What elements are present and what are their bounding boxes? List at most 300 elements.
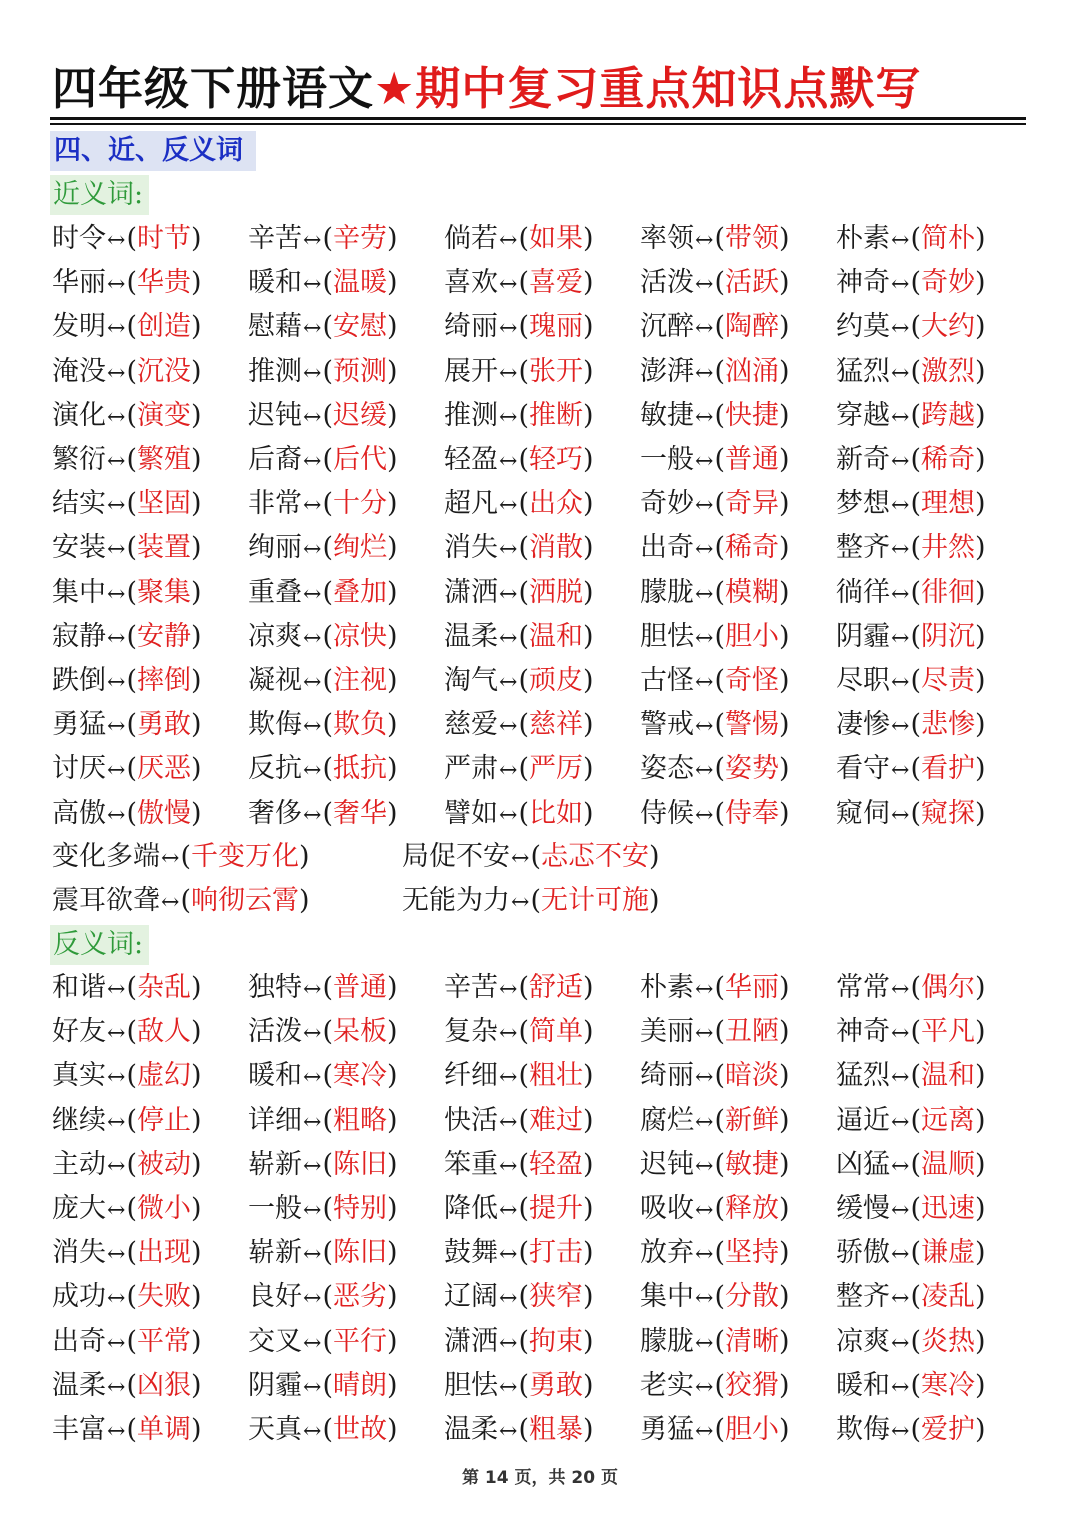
open-paren: ( bbox=[322, 355, 333, 387]
close-paren: ) bbox=[190, 1325, 202, 1357]
answer-word: 辛劳 bbox=[332, 223, 387, 255]
open-paren: ( bbox=[518, 355, 529, 387]
open-paren: ( bbox=[518, 1237, 529, 1269]
double-arrow-icon: ↔ bbox=[499, 449, 518, 475]
word: 讨厌 bbox=[52, 753, 106, 785]
word: 暖和 bbox=[248, 1060, 302, 1092]
star-icon: ★ bbox=[374, 62, 416, 115]
word: 时令 bbox=[52, 223, 106, 255]
double-arrow-icon: ↔ bbox=[499, 1286, 518, 1312]
close-paren: ) bbox=[582, 532, 594, 564]
close-paren: ) bbox=[974, 1237, 986, 1269]
answer-word: 预测 bbox=[332, 355, 387, 387]
word: 出奇 bbox=[52, 1325, 106, 1357]
word-pair bbox=[640, 703, 836, 749]
answer-word: 喜爱 bbox=[528, 267, 583, 299]
open-paren: ( bbox=[322, 1281, 333, 1313]
open-paren: ( bbox=[322, 620, 333, 652]
open-paren: ( bbox=[518, 972, 529, 1004]
word: 老实 bbox=[640, 1369, 694, 1401]
word-pair bbox=[52, 1275, 248, 1321]
open-paren: ( bbox=[126, 223, 137, 255]
word: 继续 bbox=[52, 1104, 106, 1136]
word: 慈爱 bbox=[444, 709, 498, 741]
answer-word: 寒冷 bbox=[332, 1060, 387, 1092]
word-pair bbox=[444, 1187, 640, 1233]
word: 鼓舞 bbox=[444, 1237, 498, 1269]
open-paren: ( bbox=[714, 664, 725, 696]
open-paren: ( bbox=[126, 311, 137, 343]
double-arrow-icon: ↔ bbox=[891, 228, 910, 254]
word: 丰富 bbox=[52, 1413, 106, 1445]
table-row bbox=[52, 572, 1032, 616]
open-paren: ( bbox=[518, 532, 529, 564]
word-pair bbox=[836, 1364, 1032, 1410]
double-arrow-icon: ↔ bbox=[891, 404, 910, 430]
synonym-table bbox=[52, 218, 1032, 837]
answer-word: 陈旧 bbox=[332, 1237, 387, 1269]
open-paren: ( bbox=[910, 1413, 921, 1445]
word: 迟钝 bbox=[248, 399, 302, 431]
word: 暖和 bbox=[836, 1369, 890, 1401]
close-paren: ) bbox=[386, 620, 398, 652]
close-paren: ) bbox=[190, 664, 202, 696]
word: 整齐 bbox=[836, 1281, 890, 1313]
table-row bbox=[52, 1188, 1032, 1232]
word-pair bbox=[52, 438, 248, 484]
close-paren: ) bbox=[778, 972, 790, 1004]
open-paren: ( bbox=[714, 355, 725, 387]
close-paren: ) bbox=[974, 399, 986, 431]
answer-word: 姿势 bbox=[724, 753, 779, 785]
answer-word: 胆小 bbox=[724, 620, 779, 652]
word-pair bbox=[444, 747, 640, 793]
close-paren: ) bbox=[386, 576, 398, 608]
word-pair bbox=[444, 792, 640, 838]
double-arrow-icon: ↔ bbox=[499, 669, 518, 695]
word-pair bbox=[52, 966, 248, 1012]
table-row bbox=[52, 616, 1032, 660]
double-arrow-icon: ↔ bbox=[303, 493, 322, 519]
word: 朴素 bbox=[640, 972, 694, 1004]
open-paren: ( bbox=[126, 399, 137, 431]
word-pair bbox=[248, 1010, 444, 1056]
word-pair bbox=[640, 1275, 836, 1321]
double-arrow-icon: ↔ bbox=[107, 1286, 126, 1312]
open-paren: ( bbox=[714, 444, 725, 476]
open-paren: ( bbox=[714, 1237, 725, 1269]
double-arrow-icon: ↔ bbox=[107, 977, 126, 1003]
word: 纤细 bbox=[444, 1060, 498, 1092]
word-pair bbox=[248, 1408, 444, 1454]
answer-word: 打击 bbox=[528, 1237, 583, 1269]
answer-word: 张开 bbox=[528, 355, 583, 387]
word-pair bbox=[52, 615, 248, 661]
double-arrow-icon: ↔ bbox=[499, 581, 518, 607]
word-pair bbox=[248, 966, 444, 1012]
word: 徜徉 bbox=[836, 576, 890, 608]
close-paren: ) bbox=[190, 1060, 202, 1092]
open-paren: ( bbox=[714, 267, 725, 299]
word-pair bbox=[836, 438, 1032, 484]
close-paren: ) bbox=[582, 620, 594, 652]
word-pair bbox=[52, 1187, 248, 1233]
answer-word: 叠加 bbox=[332, 576, 387, 608]
double-arrow-icon: ↔ bbox=[891, 1286, 910, 1312]
word: 朴素 bbox=[836, 223, 890, 255]
answer-word: 坚固 bbox=[136, 488, 191, 520]
answer-word: 安慰 bbox=[332, 311, 387, 343]
open-paren: ( bbox=[518, 1413, 529, 1445]
word-pair bbox=[640, 1143, 836, 1189]
answer-word: 远离 bbox=[920, 1104, 975, 1136]
word-pair bbox=[640, 571, 836, 617]
table-row bbox=[52, 1232, 1032, 1276]
answer-word: 傲慢 bbox=[136, 797, 191, 829]
open-paren: ( bbox=[126, 1281, 137, 1313]
word: 譬如 bbox=[444, 797, 498, 829]
answer-word: 普通 bbox=[332, 972, 387, 1004]
open-paren: ( bbox=[518, 399, 529, 431]
close-paren: ) bbox=[582, 753, 594, 785]
answer-word: 凶狠 bbox=[136, 1369, 191, 1401]
answer-word: 奇异 bbox=[724, 488, 779, 520]
word: 侍候 bbox=[640, 797, 694, 829]
open-paren: ( bbox=[910, 532, 921, 564]
answer-word: 沉没 bbox=[136, 355, 191, 387]
open-paren: ( bbox=[910, 1193, 921, 1225]
word: 阴霾 bbox=[248, 1369, 302, 1401]
word: 喜欢 bbox=[444, 267, 498, 299]
close-paren: ) bbox=[582, 223, 594, 255]
open-paren: ( bbox=[714, 1148, 725, 1180]
word: 集中 bbox=[640, 1281, 694, 1313]
word: 真实 bbox=[52, 1060, 106, 1092]
open-paren: ( bbox=[910, 1325, 921, 1357]
answer-word: 陈旧 bbox=[332, 1148, 387, 1180]
word: 梦想 bbox=[836, 488, 890, 520]
close-paren: ) bbox=[190, 399, 202, 431]
word-pair bbox=[836, 305, 1032, 351]
close-paren: ) bbox=[778, 1104, 790, 1136]
double-arrow-icon: ↔ bbox=[499, 625, 518, 651]
close-paren: ) bbox=[190, 1016, 202, 1048]
word: 暖和 bbox=[248, 267, 302, 299]
answer-word: 偶尔 bbox=[920, 972, 975, 1004]
close-paren: ) bbox=[582, 1281, 594, 1313]
word: 敏捷 bbox=[640, 399, 694, 431]
word: 凉爽 bbox=[248, 620, 302, 652]
close-paren: ) bbox=[582, 399, 594, 431]
answer-word: 出众 bbox=[528, 488, 583, 520]
table-row bbox=[52, 1100, 1032, 1144]
close-paren: ) bbox=[778, 576, 790, 608]
double-arrow-icon: ↔ bbox=[891, 714, 910, 740]
close-paren: ) bbox=[974, 488, 986, 520]
open-paren: ( bbox=[322, 1413, 333, 1445]
close-paren: ) bbox=[582, 1104, 594, 1136]
word-pair bbox=[52, 394, 248, 440]
word-pair bbox=[444, 1054, 640, 1100]
answer-word: 奢华 bbox=[332, 797, 387, 829]
word-pair bbox=[836, 526, 1032, 572]
open-paren: ( bbox=[322, 223, 333, 255]
close-paren: ) bbox=[582, 488, 594, 520]
double-arrow-icon: ↔ bbox=[303, 714, 322, 740]
open-paren: ( bbox=[126, 576, 137, 608]
answer-word: 虚幻 bbox=[136, 1060, 191, 1092]
double-arrow-icon: ↔ bbox=[499, 1198, 518, 1224]
double-arrow-icon: ↔ bbox=[499, 1418, 518, 1444]
double-arrow-icon: ↔ bbox=[695, 1198, 714, 1224]
double-arrow-icon: ↔ bbox=[891, 1330, 910, 1356]
word-pair bbox=[640, 1187, 836, 1233]
open-paren: ( bbox=[714, 223, 725, 255]
close-paren: ) bbox=[582, 1148, 594, 1180]
word-pair bbox=[640, 659, 836, 705]
close-paren: ) bbox=[386, 797, 398, 829]
close-paren: ) bbox=[778, 1193, 790, 1225]
double-arrow-icon: ↔ bbox=[107, 360, 126, 386]
answer-word: 晴朗 bbox=[332, 1369, 387, 1401]
open-paren: ( bbox=[126, 972, 137, 1004]
close-paren: ) bbox=[974, 1281, 986, 1313]
open-paren: ( bbox=[714, 1016, 725, 1048]
answer-word: 厌恶 bbox=[136, 753, 191, 785]
double-arrow-icon: ↔ bbox=[303, 1286, 322, 1312]
double-arrow-icon: ↔ bbox=[107, 1242, 126, 1268]
word-pair bbox=[640, 1408, 836, 1454]
word: 快活 bbox=[444, 1104, 498, 1136]
open-paren: ( bbox=[910, 664, 921, 696]
word: 演化 bbox=[52, 399, 106, 431]
answer-word: 拘束 bbox=[528, 1325, 583, 1357]
double-arrow-icon: ↔ bbox=[303, 1242, 322, 1268]
close-paren: ) bbox=[190, 1148, 202, 1180]
open-paren: ( bbox=[126, 797, 137, 829]
close-paren: ) bbox=[190, 311, 202, 343]
word-pair bbox=[836, 659, 1032, 705]
answer-word: 特别 bbox=[332, 1193, 387, 1225]
word: 姿态 bbox=[640, 753, 694, 785]
word-pair bbox=[52, 1099, 248, 1145]
word-pair bbox=[52, 1054, 248, 1100]
open-paren: ( bbox=[126, 1413, 137, 1445]
open-paren: ( bbox=[126, 709, 137, 741]
double-arrow-icon: ↔ bbox=[107, 1153, 126, 1179]
answer-word: 跨越 bbox=[920, 399, 975, 431]
double-arrow-icon: ↔ bbox=[891, 625, 910, 651]
close-paren: ) bbox=[974, 223, 986, 255]
open-paren: ( bbox=[714, 972, 725, 1004]
word: 猛烈 bbox=[836, 355, 890, 387]
close-paren: ) bbox=[190, 709, 202, 741]
close-paren: ) bbox=[582, 1016, 594, 1048]
open-paren: ( bbox=[714, 1413, 725, 1445]
close-paren: ) bbox=[386, 223, 398, 255]
double-arrow-icon: ↔ bbox=[107, 404, 126, 430]
close-paren: ) bbox=[974, 1016, 986, 1048]
open-paren: ( bbox=[910, 223, 921, 255]
close-paren: ) bbox=[974, 267, 986, 299]
double-arrow-icon: ↔ bbox=[107, 802, 126, 828]
answer-word: 杂乱 bbox=[136, 972, 191, 1004]
double-arrow-icon: ↔ bbox=[303, 316, 322, 342]
open-paren: ( bbox=[910, 267, 921, 299]
close-paren: ) bbox=[190, 972, 202, 1004]
close-paren: ) bbox=[582, 1325, 594, 1357]
close-paren: ) bbox=[974, 797, 986, 829]
close-paren: ) bbox=[582, 355, 594, 387]
word-pair bbox=[640, 526, 836, 572]
close-paren: ) bbox=[778, 355, 790, 387]
open-paren: ( bbox=[910, 1016, 921, 1048]
double-arrow-icon: ↔ bbox=[695, 404, 714, 430]
close-paren: ) bbox=[778, 620, 790, 652]
close-paren: ) bbox=[778, 797, 790, 829]
close-paren: ) bbox=[974, 664, 986, 696]
answer-word: 炎热 bbox=[920, 1325, 975, 1357]
word-pair bbox=[836, 350, 1032, 396]
close-paren: ) bbox=[190, 797, 202, 829]
word-pair bbox=[640, 966, 836, 1012]
word: 详细 bbox=[248, 1104, 302, 1136]
answer-word: 胆小 bbox=[724, 1413, 779, 1445]
word: 慰藉 bbox=[248, 311, 302, 343]
word: 降低 bbox=[444, 1193, 498, 1225]
close-paren: ) bbox=[778, 311, 790, 343]
double-arrow-icon: ↔ bbox=[303, 1198, 322, 1224]
answer-word: 凉快 bbox=[332, 620, 387, 652]
close-paren: ) bbox=[386, 488, 398, 520]
word: 主动 bbox=[52, 1148, 106, 1180]
word: 安装 bbox=[52, 532, 106, 564]
double-arrow-icon: ↔ bbox=[695, 493, 714, 519]
word-pair bbox=[444, 1275, 640, 1321]
word: 淹没 bbox=[52, 355, 106, 387]
answer-word: 绚烂 bbox=[332, 532, 387, 564]
double-arrow-icon: ↔ bbox=[107, 758, 126, 784]
table-row bbox=[52, 792, 1032, 836]
open-paren: ( bbox=[910, 1369, 921, 1401]
open-paren: ( bbox=[714, 709, 725, 741]
word: 复杂 bbox=[444, 1016, 498, 1048]
open-paren: ( bbox=[322, 1016, 333, 1048]
word-pair bbox=[836, 747, 1032, 793]
double-arrow-icon: ↔ bbox=[695, 758, 714, 784]
answer-word: 带领 bbox=[724, 223, 779, 255]
open-paren: ( bbox=[910, 399, 921, 431]
word: 勇猛 bbox=[640, 1413, 694, 1445]
answer-word: 被动 bbox=[136, 1148, 191, 1180]
double-arrow-icon: ↔ bbox=[695, 1065, 714, 1091]
answer-word: 出现 bbox=[136, 1237, 191, 1269]
open-paren: ( bbox=[714, 1193, 725, 1225]
word-pair bbox=[444, 482, 640, 528]
word-pair bbox=[836, 394, 1032, 440]
close-paren: ) bbox=[190, 223, 202, 255]
page-title bbox=[52, 58, 1027, 120]
word-pair bbox=[444, 217, 640, 263]
open-paren: ( bbox=[714, 1104, 725, 1136]
word: 出奇 bbox=[640, 532, 694, 564]
word-pair bbox=[444, 526, 640, 572]
close-paren: ) bbox=[582, 797, 594, 829]
double-arrow-icon: ↔ bbox=[499, 1065, 518, 1091]
answer-word: 释放 bbox=[724, 1193, 779, 1225]
word-pair bbox=[402, 879, 802, 925]
answer-word: 无计可施 bbox=[540, 885, 649, 917]
open-paren: ( bbox=[126, 1148, 137, 1180]
close-paren: ) bbox=[190, 576, 202, 608]
answer-word: 演变 bbox=[136, 399, 191, 431]
answer-word: 奇怪 bbox=[724, 664, 779, 696]
word-pair bbox=[836, 1099, 1032, 1145]
double-arrow-icon: ↔ bbox=[695, 1286, 714, 1312]
double-arrow-icon: ↔ bbox=[891, 493, 910, 519]
word: 一般 bbox=[248, 1193, 302, 1225]
open-paren: ( bbox=[126, 1016, 137, 1048]
double-arrow-icon: ↔ bbox=[695, 537, 714, 563]
answer-word: 阴沉 bbox=[920, 620, 975, 652]
word-pair bbox=[444, 1010, 640, 1056]
word: 欺侮 bbox=[248, 709, 302, 741]
word-pair bbox=[444, 703, 640, 749]
table-row bbox=[52, 836, 1032, 880]
word: 局促不安 bbox=[402, 841, 510, 873]
open-paren: ( bbox=[322, 444, 333, 476]
word: 整齐 bbox=[836, 532, 890, 564]
close-paren: ) bbox=[778, 399, 790, 431]
word-pair bbox=[248, 1054, 444, 1100]
answer-word: 激烈 bbox=[920, 355, 975, 387]
answer-word: 华丽 bbox=[724, 972, 779, 1004]
table-row bbox=[52, 748, 1032, 792]
open-paren: ( bbox=[322, 1060, 333, 1092]
open-paren: ( bbox=[322, 399, 333, 431]
word: 崭新 bbox=[248, 1237, 302, 1269]
double-arrow-icon: ↔ bbox=[107, 537, 126, 563]
close-paren: ) bbox=[974, 311, 986, 343]
open-paren: ( bbox=[714, 620, 725, 652]
double-arrow-icon: ↔ bbox=[891, 1109, 910, 1135]
double-arrow-icon: ↔ bbox=[107, 449, 126, 475]
answer-word: 顽皮 bbox=[528, 664, 583, 696]
double-arrow-icon: ↔ bbox=[499, 714, 518, 740]
word-pair bbox=[248, 438, 444, 484]
double-arrow-icon: ↔ bbox=[161, 890, 180, 916]
word-pair bbox=[248, 615, 444, 661]
answer-word: 尽责 bbox=[920, 664, 975, 696]
double-arrow-icon: ↔ bbox=[499, 1109, 518, 1135]
word-pair bbox=[52, 1364, 248, 1410]
word-pair bbox=[52, 526, 248, 572]
close-paren: ) bbox=[974, 444, 986, 476]
answer-word: 呆板 bbox=[332, 1016, 387, 1048]
open-paren: ( bbox=[518, 620, 529, 652]
answer-word: 粗暴 bbox=[528, 1413, 583, 1445]
answer-word: 温暖 bbox=[332, 267, 387, 299]
open-paren: ( bbox=[518, 1193, 529, 1225]
word-pair bbox=[248, 1275, 444, 1321]
double-arrow-icon: ↔ bbox=[161, 846, 180, 872]
table-row bbox=[52, 439, 1032, 483]
close-paren: ) bbox=[778, 1281, 790, 1313]
title-underline-thin bbox=[50, 123, 1026, 125]
word-pair bbox=[248, 659, 444, 705]
answer-word: 活跃 bbox=[724, 267, 779, 299]
open-paren: ( bbox=[322, 753, 333, 785]
